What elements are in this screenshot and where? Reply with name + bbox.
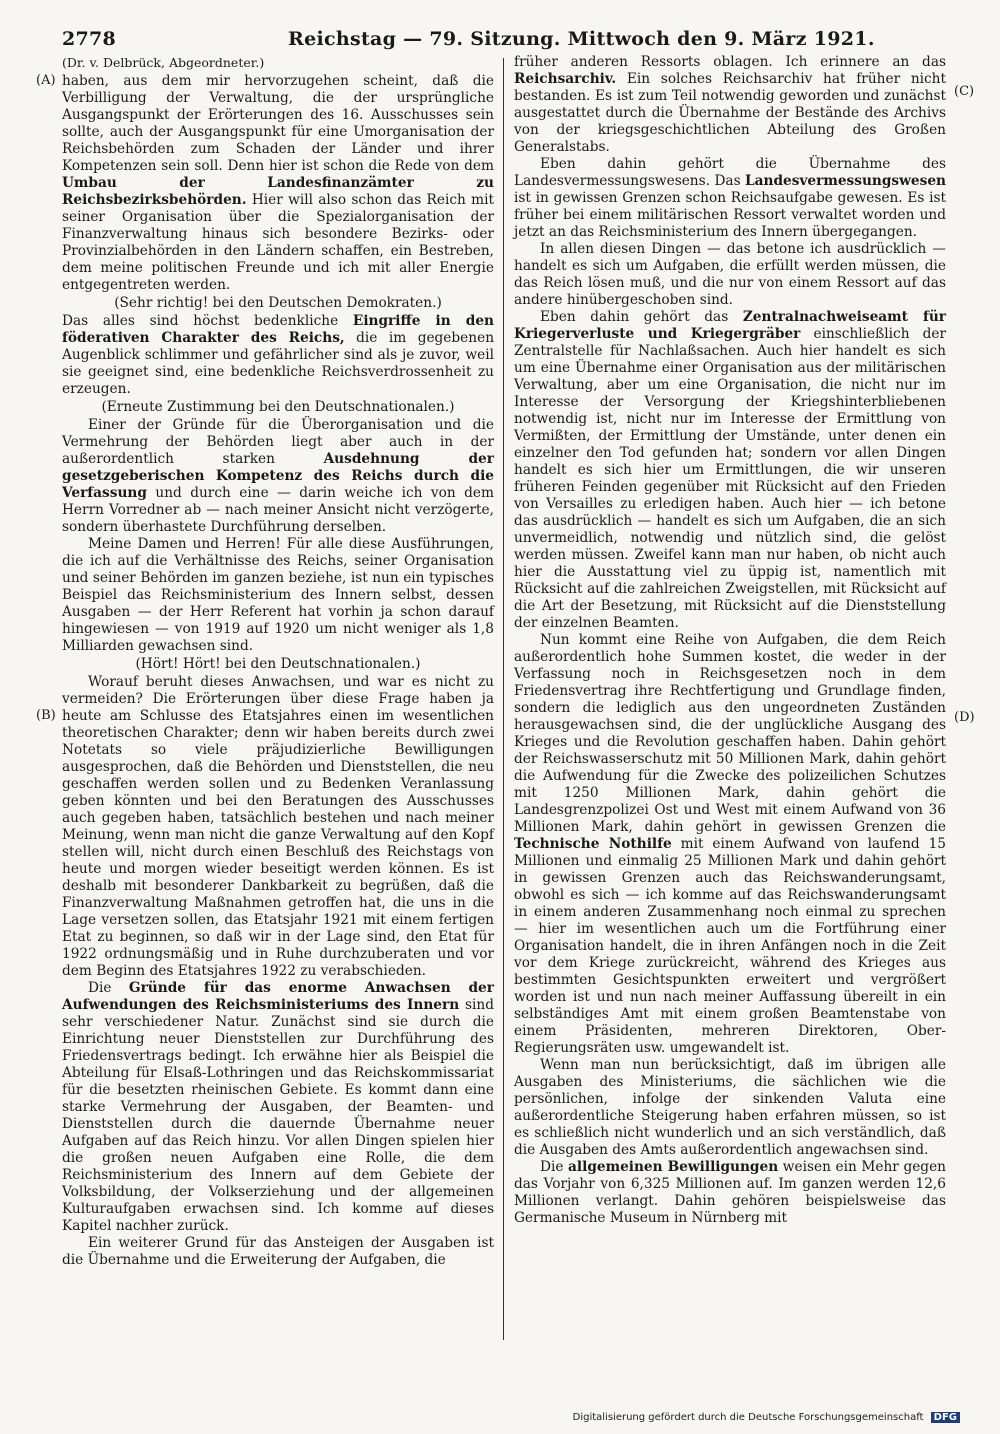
margin-marker-b: (B) — [36, 708, 56, 723]
page-title: Reichstag — 79. Sitzung. Mittwoch den 9. März 1921. — [288, 28, 875, 50]
paragraph: Worauf beruht dieses Anwachsen, und war es nicht zu vermeiden? Die Erörterungen über diese Frage haben ja heute am Schlusse des Etatsjahres einen im wesentlichen theoretischen Charakter; denn wir haben bereits durch zwei Notetats so viele präjudizierliche Bewilligungen ausgesprochen, daß die Behörden und Dienststellen, die neu geschaffen werden sollen und zu Bedenken Veranlassung geben könnten und bei den Beratungen des Ausschusses auch gegeben haben, tatsächlich bestehen und nach meiner Meinung, wenn man nicht die ganze Verwaltung auf den Kopf stellen will, nicht durch einen Beschluß des Reichstags von heute und morgen wieder beseitigt werden können. Es ist deshalb mit besonderer Dankbarkeit zu begrüßen, daß die Finanzverwaltung Maßnahmen getroffen hat, die uns in die Lage versetzen sollen, das Etatsjahr 1921 mit einem fertigen Etat zu beginnen, so daß wir in der Lage sind, den Etat für 1922 ordnungsmäßig und in Ruhe durchzuberaten und vor dem Beginn des Etatsjahres 1922 zu verabschieden. — [62, 674, 494, 979]
paragraph: Meine Damen und Herren! Für alle diese Ausführungen, die ich auf die Verhältnisse des Reichs, seiner Organisation und seiner Behörden im ganzen beziehe, ist nun ein typisches Beispiel das Reichsministerium des Innern selbst, dessen Ausgaben — der Herr Referent hat vorhin ja schon darauf hingewiesen — von 1919 auf 1920 um nicht weniger als 1,8 Milliarden gewachsen sind. — [62, 536, 494, 654]
interjection: (Hört! Hört! bei den Deutschnationalen.) — [135, 656, 421, 672]
credit-text: Digitalisierung gefördert durch die Deutsche Forschungsgemeinschaft — [572, 1412, 924, 1423]
column-divider — [503, 58, 504, 1340]
paragraph: Wenn man nun berücksichtigt, daß im übrigen alle Ausgaben des Ministeriums, die sächlichen wie die persönlichen, infolge der sinkenden Valuta eine außerordentliche Steigerung haben erfahren müssen, so ist es schließlich nicht wunderlich und an sich verständlich, daß die Ausgaben des Amts außerordentlich angewachsen sind. — [514, 1057, 946, 1158]
paragraph: haben, aus dem mir hervorzugehen scheint, daß die Verbilligung der Verwaltung, die der ursprüngliche Ausgangspunkt der Erörterungen des 16. Ausschusses sein sollte, auch der Ausgangspunkt für eine Umorganisation der Reichsbehörden zum Schaden der Länder und ihrer Kompetenzen sein soll. Denn hier ist schon die Rede von dem Umbau der Landesfinanzämter zu Reichsbezirksbehörden. Hier will also schon das Reich mit seiner Organisation über die Spezialorganisation der Finanzverwaltung hinaus sich besondere Bezirks- oder Provinzialbehörden in den Ländern schaffen, ein Bestreben, dem meine politischen Freunde und ich mit aller Energie entgegentreten werden. — [62, 73, 494, 293]
right-column — [514, 54, 946, 1227]
paragraph: früher anderen Ressorts oblagen. Ich erinnere an das Reichsarchiv. Ein solches Reichsarchiv hat früher nicht bestanden. Es ist zum Teil notwendig geworden und zunächst ausgestattet durch die Übernahme der Bestände des Archivs von der kriegsgeschichtlichen Abteilung des Großen Generalstabs. — [514, 54, 946, 155]
margin-marker-d: (D) — [954, 710, 975, 725]
digitization-credit — [573, 1412, 960, 1423]
interjection: (Sehr richtig! bei den Deutschen Demokraten.) — [114, 295, 442, 311]
paragraph: Einer der Gründe für die Überorganisation und die Vermehrung der Behörden liegt aber auch in der außerordentlich starken Ausdehnung der gesetzgeberischen Kompetenz des Reichs durch die Verfassung und durch eine — darin weiche ich von dem Herrn Vorredner ab — nach meiner Ansicht nicht verzögerte, sondern überhastete Durchführung derselben. — [62, 417, 494, 535]
paragraph: Nun kommt eine Reihe von Aufgaben, die dem Reich außerordentlich hohe Summen kostet, die weder in der Verfassung noch in Reichsgesetzen noch in dem Friedensvertrag ihre Rechtfertigung und Grundlage finden, sondern die lediglich aus den ungeordneten Zuständen herausgewachsen sind, die der unglückliche Ausgang des Krieges und die Revolution geschaffen haben. Dahin gehört der Reichswasserschutz mit 50 Millionen Mark, dahin gehört die Aufwendung für die Zwecke des polizeilichen Schutzes mit 1250 Millionen Mark, dahin gehört die Landesgrenzpolizei Ost und West mit einem Aufwand von 36 Millionen Mark, dahin gehört in gewissen Grenzen die Technische Nothilfe mit einem Aufwand von laufend 15 Millionen und einmalig 25 Millionen Mark und dahin gehört in gewissen Grenzen auch das Reichswanderungsamt, obwohl es sich — ich komme auf das Reichswanderungsamt in einem anderen Zusammenhang noch einmal zu sprechen — hier im wesentlichen auch um die Fortführung einer Organisation handelt, die in ihren Anfängen noch in die Zeit vor dem Kriege zurückreicht, während des Krieges aus bestimmten Gesichtspunkten erweitert und vergrößert worden ist und nun nach meiner Auffassung übereilt in ein selbständiges Amt mit einem großen Beamtenstabe von einem Präsidenten, mehreren Direktoren, Ober-Regierungsräten usw. umgewandelt ist. — [514, 632, 947, 1056]
paragraph: Ein weiterer Grund für das Ansteigen der Ausgaben ist die Übernahme und die Erweiterung der Aufgaben, die — [62, 1235, 494, 1268]
dfg-logo: DFG — [931, 1412, 960, 1423]
interjection: (Erneute Zustimmung bei den Deutschnationalen.) — [101, 399, 455, 415]
left-column — [62, 54, 494, 1269]
margin-marker-c: (C) — [954, 84, 975, 99]
paragraph: Das alles sind höchst bedenkliche Eingriffe in den föderativen Charakter des Reichs, die im gegebenen Augenblick schlimmer und gefährlicher sind als je zuvor, weil sie geeignet sind, eine bedenkliche Reichsverdrossenheit zu erzeugen. — [62, 313, 495, 397]
paragraph: Die allgemeinen Bewilligungen weisen ein Mehr gegen das Vorjahr von 6,325 Millionen auf. Im ganzen werden 12,6 Millionen verlangt. Dahin gehören beispielsweise das Germanische Museum in Nürnberg mit — [514, 1159, 946, 1226]
paragraph: Eben dahin gehört das Zentralnachweiseamt für Kriegerverluste und Kriegergräber einschließlich der Zentralstelle für Nachlaßsachen. Auch hier handelt es sich um eine Übernahme einer Organisation aus der militärischen Verwaltung, aber um eine Organisation, die nicht nur im Interesse der Versorgung der Kriegshinterbliebenen notwendig ist, nicht nur im Interesse der Ermittlung von Vermißten, der Ermittlung der Umstände, unter denen ein einzelner den Tod gefunden hat; sondern vor allen Dingen handelt es sich hier um Ermittlungen, die wir unseren früheren Feinden gegenüber mit Rücksicht auf den Frieden von Versailles zu erledigen haben. Auch hier — ich betone das ausdrücklich — handelt es sich um Aufgaben, die an sich unvermeidlich, notwendig und nützlich sind, die gelöst werden müssen. Zweifel kann man nur haben, ob nicht auch hier die Ausstattung viel zu üppig ist, namentlich mit Rücksicht auf die zahlreichen Zweigstellen, mit Rücksicht auf die Art der Besetzung, mit Rücksicht auf die Dienststellung der einzelnen Beamten. — [514, 309, 946, 631]
speaker-label: (Dr. v. Delbrück, Abgeordneter.) — [62, 55, 265, 70]
paragraph: In allen diesen Dingen — das betone ich ausdrücklich — handelt es sich um Aufgaben, die erfüllt werden müssen, die das Reich lösen muß, und die nur von einem Ressort auf das andere hinübergeschoben sind. — [514, 241, 946, 308]
margin-marker-a: (A) — [36, 73, 56, 88]
paragraph: Eben dahin gehört die Übernahme des Landesvermessungswesens. Das Landesvermessungswesen ist in gewissen Grenzen schon Reichsaufgabe gewesen. Es ist früher bei einem militärischen Ressort verwaltet worden und jetzt an das Reichsministerium des Innern übergegangen. — [514, 156, 946, 240]
page-number: 2778 — [62, 28, 117, 50]
paragraph: Die Gründe für das enorme Anwachsen der Aufwendungen des Reichsministeriums des Innern sind sehr verschiedener Natur. Zunächst sind sie durch die Einrichtung neuer Dienststellen zur Durchführung des Friedensvertrags bedingt. Ich erwähne hier als Beispiel die Abteilung für Elsaß-Lothringen und das Reichskommissariat für die besetzten rheinischen Gebiete. Es kommt dann eine starke Vermehrung der Ausgaben, der Beamten- und Dienststellen durch die dauernde Übernahme neuer Aufgaben auf das Reich hinzu. Vor allen Dingen spielen hier die großen neuen Aufgaben eine Rolle, die dem Reichsministerium des Innern auf dem Gebiete der Volksbildung, der Volkserziehung und der allgemeinen Kulturaufgaben erwachsen sind. Ich komme auf dieses Kapitel nachher zurück. — [62, 980, 494, 1234]
page-header — [62, 28, 950, 52]
